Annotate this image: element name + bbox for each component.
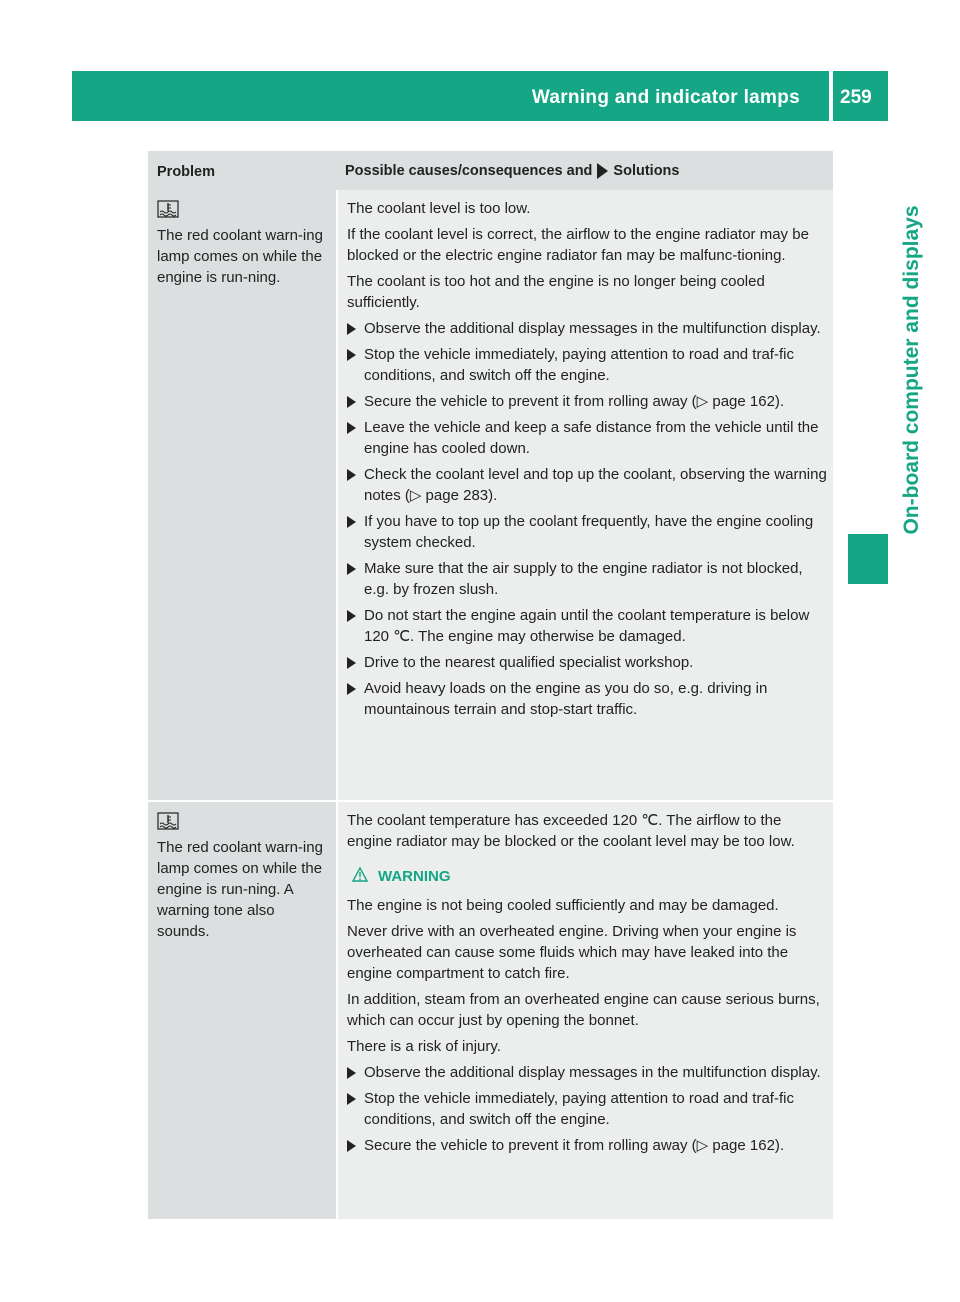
problem-cell [148, 802, 336, 1219]
header-divider [829, 71, 833, 121]
solutions-cell [338, 190, 833, 800]
coolant-temperature-icon [157, 200, 330, 224]
step-item: Make sure that the air supply to the engine radiator is not blocked, e.g. by frozen slush. [347, 558, 827, 600]
col-header-solutions-pre: Possible causes/consequences and [345, 162, 593, 179]
side-tab-label: On-board computer and displays [900, 205, 923, 535]
col-header-problem: Problem [157, 164, 216, 180]
warning-triangle-icon [352, 866, 368, 887]
step-item: Stop the vehicle immediately, paying attention to road and traf-fic conditions, and switch off the engine. [347, 1088, 827, 1130]
cause-text: If the coolant level is correct, the airflow to the engine radiator may be blocked or the electric engine radiator fan may be malfunc-tioning. [347, 226, 809, 264]
page-number: 259 [840, 87, 872, 108]
problem-cell [148, 190, 336, 800]
step-item: Secure the vehicle to prevent it from rolling away (▷ page 162). [347, 391, 827, 412]
step-item: Secure the vehicle to prevent it from rolling away (▷ page 162). [347, 1135, 827, 1156]
step-arrow-icon [347, 516, 356, 528]
table-row [148, 190, 833, 800]
step-item: Observe the additional display messages in the multifunction display. [347, 318, 827, 339]
step-arrow-icon [347, 657, 356, 669]
problem-text: The red coolant warn-ing lamp comes on while the engine is run-ning. A warning tone also sounds. [157, 839, 323, 940]
warning-text: The engine is not being cooled sufficiently and may be damaged. [347, 897, 779, 914]
step-arrow-icon [347, 1067, 356, 1079]
coolant-temperature-icon [157, 812, 330, 836]
step-arrow-icon [347, 349, 356, 361]
table-header-row [148, 151, 833, 190]
warning-text: In addition, steam from an overheated engine can cause serious burns, which can occur just by opening the bonnet. [347, 991, 820, 1029]
step-arrow-icon [347, 610, 356, 622]
warning-heading [347, 866, 827, 887]
side-tab-marker [848, 534, 888, 584]
solutions-cell [338, 802, 833, 1219]
step-arrow-icon [347, 683, 356, 695]
cause-text: The coolant temperature has exceeded 120 ℃. The airflow to the engine radiator may be blocked or the coolant level may be too low. [347, 812, 795, 850]
problem-text: The red coolant warn-ing lamp comes on while the engine is run-ning. [157, 227, 323, 286]
cause-text: The coolant is too hot and the engine is no longer being cooled sufficiently. [347, 273, 765, 311]
arrow-right-icon [597, 163, 608, 179]
step-item: Do not start the engine again until the coolant temperature is below 120 ℃. The engine may otherwise be damaged. [347, 605, 827, 647]
warning-label: WARNING [378, 868, 451, 885]
step-arrow-icon [347, 563, 356, 575]
step-item: Observe the additional display messages in the multifunction display. [347, 1062, 827, 1083]
step-arrow-icon [347, 469, 356, 481]
step-item: Drive to the nearest qualified specialist workshop. [347, 652, 827, 673]
step-item: Check the coolant level and top up the coolant, observing the warning notes (▷ page 283). [347, 464, 827, 506]
problem-solution-table [148, 151, 833, 1219]
step-arrow-icon [347, 396, 356, 408]
step-item: If you have to top up the coolant frequently, have the engine cooling system checked. [347, 511, 827, 553]
step-item: Leave the vehicle and keep a safe distance from the vehicle until the engine has cooled down. [347, 417, 827, 459]
warning-text: There is a risk of injury. [347, 1038, 501, 1055]
table-row [148, 802, 833, 1219]
step-item: Stop the vehicle immediately, paying attention to road and traf-fic conditions, and switch off the engine. [347, 344, 827, 386]
col-header-solutions [336, 151, 833, 190]
step-arrow-icon [347, 1093, 356, 1105]
step-arrow-icon [347, 422, 356, 434]
step-arrow-icon [347, 1140, 356, 1152]
col-header-solutions-post: Solutions [613, 162, 680, 179]
cause-text: The coolant level is too low. [347, 200, 531, 217]
step-item: Avoid heavy loads on the engine as you do so, e.g. driving in mountainous terrain and stop-start traffic. [347, 678, 827, 720]
page-title: Warning and indicator lamps [531, 87, 800, 108]
step-arrow-icon [347, 323, 356, 335]
warning-text: Never drive with an overheated engine. Driving when your engine is overheated can cause some fluids which may have leaked into the engine compartment to catch fire. [347, 923, 797, 982]
